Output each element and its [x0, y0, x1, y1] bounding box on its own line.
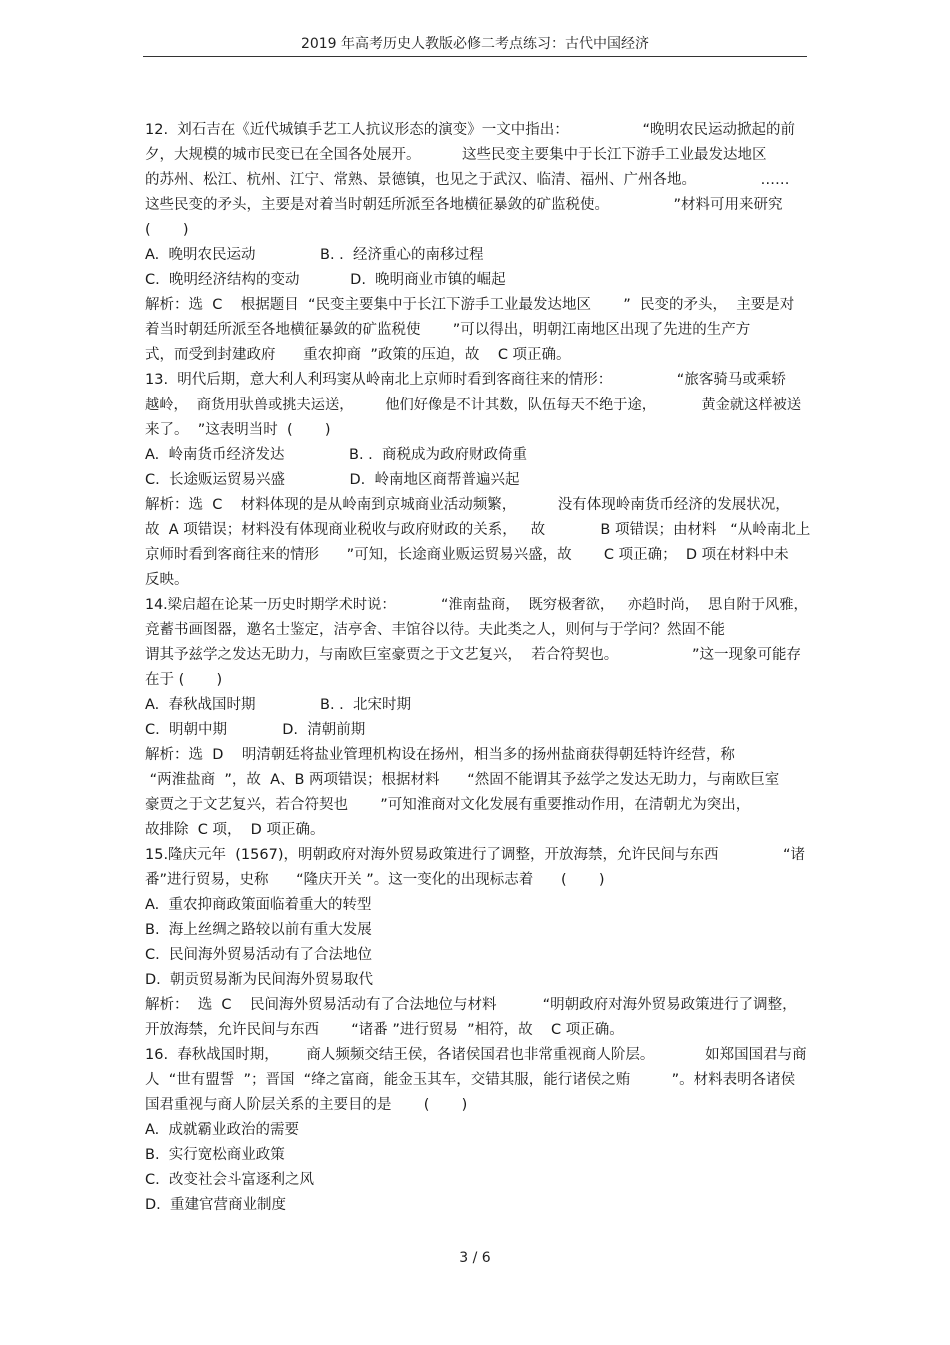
text-line: 这些民变的矛头，主要是对着当时朝廷所派至各地横征暴敛的矿监税使。 ”材料可用来研究 [145, 197, 783, 213]
text-line: A. 成就霸业政治的需要 [145, 1122, 299, 1138]
text-line: “两淮盐商 ”，故 A、B 两项错误；根据材料 “然固不能谓其予兹学之发达无助力，与南欧巨室 [145, 772, 780, 788]
text-line: 竞蓄书画图器，邀名士鉴定，洁亭舍、丰馆谷以待。夫此类之人，则何与于学问？然固不能 [145, 622, 725, 638]
text-line: A. 重农抑商政策面临着重大的转型 [145, 897, 372, 913]
text-line: 人 “世有盟誓 ”；晋国 “绛之富商，能金玉其车，交错其服，能行诸侯之贿 ”。材料表明各诸侯 [145, 1072, 796, 1088]
text-line: 16. 春秋战国时期， 商人频频交结王侯，各诸侯国君也非常重视商人阶层。 如郑国国君与商 [145, 1047, 807, 1063]
text-line: 13. 明代后期，意大利人利玛窦从岭南北上京师时看到客商往来的情形： “旅客骑马或乘轿 [145, 372, 786, 388]
text-line: 夕，大规模的城市民变已在全国各处展开。 这些民变主要集中于长江下游手工业最发达地区 [145, 147, 767, 163]
text-line: ( ) [145, 222, 189, 238]
page-header: 2019 年高考历史人教版必修二考点练习：古代中国经济 [300, 36, 650, 52]
text-line: A. 岭南货币经济发达 B. . 商税成为政府财政倚重 [145, 447, 528, 463]
header-rule [143, 56, 807, 57]
text-line: 着当时朝廷所派至各地横征暴敛的矿监税使 ”可以得出，明朝江南地区出现了先进的生产方 [145, 322, 751, 338]
text-line: 解析：选 D 明清朝廷将盐业管理机构设在扬州，相当多的扬州盐商获得朝廷特许经营，称 [145, 747, 735, 763]
text-line: 的苏州、松江、杭州、江宁、常熟、景德镇，也见之于武汉、临清、福州、广州各地。 …… [145, 172, 790, 188]
text-line: 故 A 项错误；材料没有体现商业税收与政府财政的关系， 故 B 项错误；由材料 “从岭南北上 [145, 522, 811, 538]
text-line: 解析： 选 C 民间海外贸易活动有了合法地位与材料 “明朝政府对海外贸易政策进行了调整， [145, 997, 797, 1013]
text-line: 14.梁启超在论某一历史时期学术时说： “淮南盐商， 既穷极奢欲， 亦趋时尚， 思自附于风雅， [145, 597, 808, 613]
text-line: 12. 刘石吉在《近代城镇手艺工人抗议形态的演变》一文中指出： “晚明农民运动掀起的前 [145, 122, 796, 138]
text-line: C. 明朝中期 D. 清朝前期 [145, 722, 366, 738]
text-line: 国君重视与商人阶层关系的主要目的是 ( ) [145, 1097, 468, 1113]
text-line: A. 春秋战国时期 B. . 北宋时期 [145, 697, 412, 713]
text-line: 越岭， 商货用驮兽或挑夫运送， 他们好像是不计其数，队伍每天不绝于途， 黄金就这样被送 [145, 397, 802, 413]
text-line: 番”进行贸易，史称 “隆庆开关 ”。这一变化的出现标志着 ( ) [145, 872, 605, 888]
text-line: C. 晚明经济结构的变动 D. 晚明商业市镇的崛起 [145, 272, 506, 288]
text-line: 解析：选 C 根据题目 “民变主要集中于长江下游手工业最发达地区 ” 民变的矛头， 主要是对 [145, 297, 795, 313]
text-line: C. 长途贩运贸易兴盛 D. 岭南地区商帮普遍兴起 [145, 472, 520, 488]
text-line: C. 改变社会斗富逐利之风 [145, 1172, 314, 1188]
page-number: 3 / 6 [459, 1250, 491, 1266]
text-line: 在于 ( ) [145, 672, 223, 688]
text-line: 谓其予兹学之发达无助力，与南欧巨室豪贾之于文艺复兴， 若合符契也。 ”这一现象可能存 [145, 647, 801, 663]
text-line: 15.隆庆元年 (1567)，明朝政府对海外贸易政策进行了调整，开放海禁，允许民间与东西 “诸 [145, 847, 806, 863]
text-line: 反映。 [145, 572, 189, 588]
text-line: 豪贾之于文艺复兴，若合符契也 ”可知淮商对文化发展有重要推动作用，在清朝尤为突出， [145, 797, 751, 813]
text-line: D. 朝贡贸易渐为民间海外贸易取代 [145, 972, 373, 988]
text-line: 解析：选 C 材料体现的是从岭南到京城商业活动频繁， 没有体现岭南货币经济的发展状况， [145, 497, 790, 513]
text-line: 式，而受到封建政府 重农抑商 ”政策的压迫，故 C 项正确。 [145, 347, 571, 363]
text-line: 故排除 C 项， D 项正确。 [145, 822, 325, 838]
text-line: B. 海上丝绸之路较以前有重大发展 [145, 922, 372, 938]
text-line: 京师时看到客商往来的情形 ”可知，长途商业贩运贸易兴盛，故 C 项正确； D 项在材料中未 [145, 547, 789, 563]
text-line: 来了。 ”这表明当时 ( ) [145, 422, 331, 438]
text-line: 开放海禁，允许民间与东西 “诸番 ”进行贸易 ”相符，故 C 项正确。 [145, 1022, 624, 1038]
text-line: A. 晚明农民运动 B. . 经济重心的南移过程 [145, 247, 484, 263]
document-body [145, 118, 810, 1218]
text-line: D. 重建官营商业制度 [145, 1197, 286, 1213]
text-line: C. 民间海外贸易活动有了合法地位 [145, 947, 372, 963]
text-line: B. 实行宽松商业政策 [145, 1147, 285, 1163]
